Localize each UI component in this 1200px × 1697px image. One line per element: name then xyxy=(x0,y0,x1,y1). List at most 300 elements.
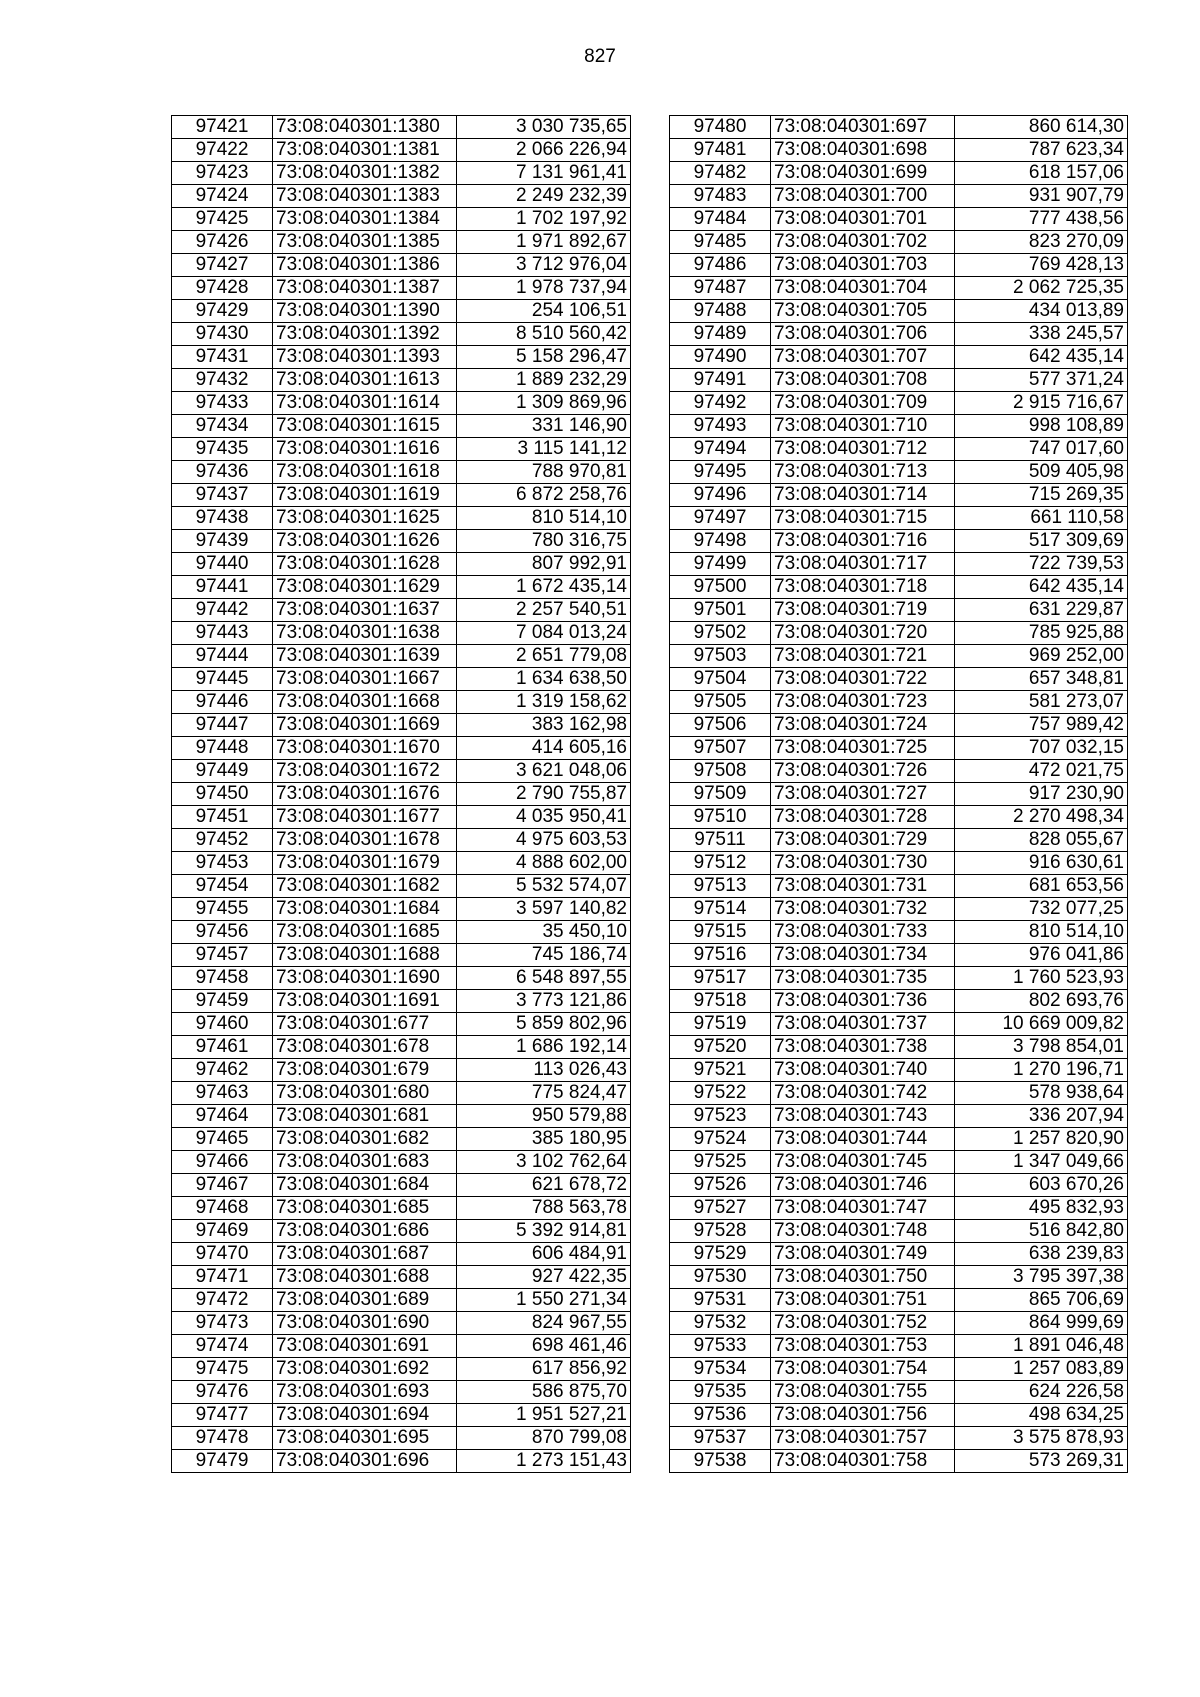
row-number-cell: 97479 xyxy=(172,1450,273,1473)
table-row xyxy=(670,852,1128,875)
value-cell: 810 514,10 xyxy=(457,507,631,530)
cadastral-number-cell: 73:08:040301:754 xyxy=(771,1358,955,1381)
table-row xyxy=(670,599,1128,622)
value-cell: 931 907,79 xyxy=(955,185,1128,208)
value-cell: 747 017,60 xyxy=(955,438,1128,461)
page-number: 827 xyxy=(584,46,616,67)
row-number-cell: 97497 xyxy=(670,507,771,530)
cadastral-number-cell: 73:08:040301:748 xyxy=(771,1220,955,1243)
value-cell: 757 989,42 xyxy=(955,714,1128,737)
value-cell: 578 938,64 xyxy=(955,1082,1128,1105)
row-number-cell: 97502 xyxy=(670,622,771,645)
value-cell: 917 230,90 xyxy=(955,783,1128,806)
table-row xyxy=(172,1128,631,1151)
row-number-cell: 97454 xyxy=(172,875,273,898)
row-number-cell: 97467 xyxy=(172,1174,273,1197)
table-row xyxy=(172,898,631,921)
value-cell: 3 712 976,04 xyxy=(457,254,631,277)
row-number-cell: 97504 xyxy=(670,668,771,691)
row-number-cell: 97481 xyxy=(670,139,771,162)
row-number-cell: 97521 xyxy=(670,1059,771,1082)
row-number-cell: 97475 xyxy=(172,1358,273,1381)
row-number-cell: 97450 xyxy=(172,783,273,806)
table-row xyxy=(172,1427,631,1450)
value-cell: 1 634 638,50 xyxy=(457,668,631,691)
value-cell: 2 651 779,08 xyxy=(457,645,631,668)
value-cell: 860 614,30 xyxy=(955,116,1128,139)
cadastral-number-cell: 73:08:040301:1672 xyxy=(273,760,457,783)
table-row xyxy=(670,300,1128,323)
cadastral-number-cell: 73:08:040301:1613 xyxy=(273,369,457,392)
table-row xyxy=(670,1128,1128,1151)
cadastral-number-cell: 73:08:040301:755 xyxy=(771,1381,955,1404)
cadastral-number-cell: 73:08:040301:703 xyxy=(771,254,955,277)
row-number-cell: 97538 xyxy=(670,1450,771,1473)
row-number-cell: 97500 xyxy=(670,576,771,599)
cadastral-number-cell: 73:08:040301:1390 xyxy=(273,300,457,323)
row-number-cell: 97431 xyxy=(172,346,273,369)
table-row xyxy=(172,714,631,737)
value-cell: 336 207,94 xyxy=(955,1105,1128,1128)
row-number-cell: 97506 xyxy=(670,714,771,737)
cadastral-number-cell: 73:08:040301:1679 xyxy=(273,852,457,875)
value-cell: 1 702 197,92 xyxy=(457,208,631,231)
table-body-left xyxy=(172,116,631,1473)
value-cell: 769 428,13 xyxy=(955,254,1128,277)
value-cell: 1 978 737,94 xyxy=(457,277,631,300)
data-table-right xyxy=(669,115,1128,1473)
cadastral-number-cell: 73:08:040301:691 xyxy=(273,1335,457,1358)
cadastral-number-cell: 73:08:040301:735 xyxy=(771,967,955,990)
cadastral-number-cell: 73:08:040301:705 xyxy=(771,300,955,323)
cadastral-number-cell: 73:08:040301:1382 xyxy=(273,162,457,185)
row-number-cell: 97522 xyxy=(670,1082,771,1105)
row-number-cell: 97427 xyxy=(172,254,273,277)
row-number-cell: 97536 xyxy=(670,1404,771,1427)
value-cell: 638 239,83 xyxy=(955,1243,1128,1266)
table-row xyxy=(172,1036,631,1059)
table-row xyxy=(670,1151,1128,1174)
row-number-cell: 97503 xyxy=(670,645,771,668)
row-number-cell: 97451 xyxy=(172,806,273,829)
row-number-cell: 97440 xyxy=(172,553,273,576)
value-cell: 1 347 049,66 xyxy=(955,1151,1128,1174)
table-row xyxy=(670,1197,1128,1220)
table-row xyxy=(670,875,1128,898)
table-row xyxy=(670,1220,1128,1243)
cadastral-number-cell: 73:08:040301:753 xyxy=(771,1335,955,1358)
cadastral-number-cell: 73:08:040301:732 xyxy=(771,898,955,921)
value-cell: 824 967,55 xyxy=(457,1312,631,1335)
table-row xyxy=(172,484,631,507)
table-row xyxy=(172,530,631,553)
table-row xyxy=(670,921,1128,944)
value-cell: 707 032,15 xyxy=(955,737,1128,760)
value-cell: 573 269,31 xyxy=(955,1450,1128,1473)
table-row xyxy=(670,392,1128,415)
table-row xyxy=(172,783,631,806)
table-row xyxy=(670,1450,1128,1473)
table-row xyxy=(670,346,1128,369)
row-number-cell: 97477 xyxy=(172,1404,273,1427)
cadastral-number-cell: 73:08:040301:1618 xyxy=(273,461,457,484)
row-number-cell: 97462 xyxy=(172,1059,273,1082)
cadastral-number-cell: 73:08:040301:1639 xyxy=(273,645,457,668)
row-number-cell: 97470 xyxy=(172,1243,273,1266)
row-number-cell: 97489 xyxy=(670,323,771,346)
value-cell: 3 102 762,64 xyxy=(457,1151,631,1174)
value-cell: 4 035 950,41 xyxy=(457,806,631,829)
table-row xyxy=(172,1082,631,1105)
row-number-cell: 97529 xyxy=(670,1243,771,1266)
row-number-cell: 97537 xyxy=(670,1427,771,1450)
cadastral-number-cell: 73:08:040301:1691 xyxy=(273,990,457,1013)
cadastral-number-cell: 73:08:040301:725 xyxy=(771,737,955,760)
row-number-cell: 97426 xyxy=(172,231,273,254)
table-row xyxy=(670,1036,1128,1059)
table-row xyxy=(172,576,631,599)
value-cell: 3 795 397,38 xyxy=(955,1266,1128,1289)
row-number-cell: 97491 xyxy=(670,369,771,392)
row-number-cell: 97533 xyxy=(670,1335,771,1358)
row-number-cell: 97505 xyxy=(670,691,771,714)
value-cell: 657 348,81 xyxy=(955,668,1128,691)
value-cell: 6 548 897,55 xyxy=(457,967,631,990)
table-row xyxy=(172,254,631,277)
table-row xyxy=(670,553,1128,576)
cadastral-number-cell: 73:08:040301:708 xyxy=(771,369,955,392)
value-cell: 10 669 009,82 xyxy=(955,1013,1128,1036)
row-number-cell: 97527 xyxy=(670,1197,771,1220)
cadastral-number-cell: 73:08:040301:752 xyxy=(771,1312,955,1335)
row-number-cell: 97486 xyxy=(670,254,771,277)
table-row xyxy=(670,990,1128,1013)
value-cell: 969 252,00 xyxy=(955,645,1128,668)
cadastral-number-cell: 73:08:040301:686 xyxy=(273,1220,457,1243)
cadastral-number-cell: 73:08:040301:724 xyxy=(771,714,955,737)
cadastral-number-cell: 73:08:040301:1668 xyxy=(273,691,457,714)
row-number-cell: 97421 xyxy=(172,116,273,139)
row-number-cell: 97490 xyxy=(670,346,771,369)
row-number-cell: 97459 xyxy=(172,990,273,1013)
value-cell: 331 146,90 xyxy=(457,415,631,438)
value-cell: 1 550 271,34 xyxy=(457,1289,631,1312)
table-row xyxy=(670,944,1128,967)
table-row xyxy=(670,668,1128,691)
cadastral-number-cell: 73:08:040301:1685 xyxy=(273,921,457,944)
row-number-cell: 97485 xyxy=(670,231,771,254)
value-cell: 998 108,89 xyxy=(955,415,1128,438)
row-number-cell: 97423 xyxy=(172,162,273,185)
table-row xyxy=(172,1013,631,1036)
value-cell: 642 435,14 xyxy=(955,346,1128,369)
value-cell: 383 162,98 xyxy=(457,714,631,737)
table-row xyxy=(172,1243,631,1266)
row-number-cell: 97517 xyxy=(670,967,771,990)
table-row xyxy=(172,1358,631,1381)
table-row xyxy=(172,1266,631,1289)
table-row xyxy=(670,898,1128,921)
table-row xyxy=(670,139,1128,162)
table-row xyxy=(172,1220,631,1243)
value-cell: 780 316,75 xyxy=(457,530,631,553)
table-row xyxy=(670,737,1128,760)
value-cell: 4 975 603,53 xyxy=(457,829,631,852)
cadastral-number-cell: 73:08:040301:682 xyxy=(273,1128,457,1151)
table-row xyxy=(172,553,631,576)
value-cell: 1 273 151,43 xyxy=(457,1450,631,1473)
value-cell: 509 405,98 xyxy=(955,461,1128,484)
cadastral-number-cell: 73:08:040301:712 xyxy=(771,438,955,461)
table-row xyxy=(172,737,631,760)
row-number-cell: 97473 xyxy=(172,1312,273,1335)
row-number-cell: 97488 xyxy=(670,300,771,323)
table-row xyxy=(670,1082,1128,1105)
cadastral-number-cell: 73:08:040301:1637 xyxy=(273,599,457,622)
cadastral-number-cell: 73:08:040301:700 xyxy=(771,185,955,208)
table-row xyxy=(670,231,1128,254)
value-cell: 621 678,72 xyxy=(457,1174,631,1197)
value-cell: 715 269,35 xyxy=(955,484,1128,507)
cadastral-number-cell: 73:08:040301:1381 xyxy=(273,139,457,162)
table-row xyxy=(172,369,631,392)
cadastral-number-cell: 73:08:040301:678 xyxy=(273,1036,457,1059)
value-cell: 606 484,91 xyxy=(457,1243,631,1266)
value-cell: 950 579,88 xyxy=(457,1105,631,1128)
value-cell: 2 062 725,35 xyxy=(955,277,1128,300)
row-number-cell: 97465 xyxy=(172,1128,273,1151)
cadastral-number-cell: 73:08:040301:744 xyxy=(771,1128,955,1151)
cadastral-number-cell: 73:08:040301:743 xyxy=(771,1105,955,1128)
row-number-cell: 97445 xyxy=(172,668,273,691)
cadastral-number-cell: 73:08:040301:742 xyxy=(771,1082,955,1105)
row-number-cell: 97516 xyxy=(670,944,771,967)
table-row xyxy=(670,829,1128,852)
value-cell: 472 021,75 xyxy=(955,760,1128,783)
value-cell: 810 514,10 xyxy=(955,921,1128,944)
cadastral-number-cell: 73:08:040301:696 xyxy=(273,1450,457,1473)
cadastral-number-cell: 73:08:040301:727 xyxy=(771,783,955,806)
value-cell: 3 621 048,06 xyxy=(457,760,631,783)
table-row xyxy=(670,622,1128,645)
table-row xyxy=(172,1105,631,1128)
table-row xyxy=(172,921,631,944)
row-number-cell: 97428 xyxy=(172,277,273,300)
cadastral-number-cell: 73:08:040301:745 xyxy=(771,1151,955,1174)
row-number-cell: 97422 xyxy=(172,139,273,162)
cadastral-number-cell: 73:08:040301:689 xyxy=(273,1289,457,1312)
row-number-cell: 97520 xyxy=(670,1036,771,1059)
table-row xyxy=(670,1312,1128,1335)
cadastral-number-cell: 73:08:040301:729 xyxy=(771,829,955,852)
row-number-cell: 97510 xyxy=(670,806,771,829)
row-number-cell: 97478 xyxy=(172,1427,273,1450)
cadastral-number-cell: 73:08:040301:1386 xyxy=(273,254,457,277)
table-row xyxy=(670,254,1128,277)
cadastral-number-cell: 73:08:040301:702 xyxy=(771,231,955,254)
cadastral-number-cell: 73:08:040301:723 xyxy=(771,691,955,714)
cadastral-number-cell: 73:08:040301:1625 xyxy=(273,507,457,530)
table-row xyxy=(172,300,631,323)
value-cell: 2 257 540,51 xyxy=(457,599,631,622)
cadastral-number-cell: 73:08:040301:692 xyxy=(273,1358,457,1381)
table-row xyxy=(670,760,1128,783)
table-row xyxy=(172,461,631,484)
row-number-cell: 97464 xyxy=(172,1105,273,1128)
value-cell: 642 435,14 xyxy=(955,576,1128,599)
value-cell: 1 309 869,96 xyxy=(457,392,631,415)
cadastral-number-cell: 73:08:040301:1684 xyxy=(273,898,457,921)
value-cell: 1 889 232,29 xyxy=(457,369,631,392)
row-number-cell: 97456 xyxy=(172,921,273,944)
row-number-cell: 97437 xyxy=(172,484,273,507)
value-cell: 722 739,53 xyxy=(955,553,1128,576)
row-number-cell: 97469 xyxy=(172,1220,273,1243)
table-row xyxy=(172,691,631,714)
table-row xyxy=(172,507,631,530)
value-cell: 385 180,95 xyxy=(457,1128,631,1151)
value-cell: 681 653,56 xyxy=(955,875,1128,898)
value-cell: 517 309,69 xyxy=(955,530,1128,553)
value-cell: 2 270 498,34 xyxy=(955,806,1128,829)
table-row xyxy=(670,369,1128,392)
table-row xyxy=(670,162,1128,185)
value-cell: 976 041,86 xyxy=(955,944,1128,967)
cadastral-number-cell: 73:08:040301:1629 xyxy=(273,576,457,599)
table-row xyxy=(172,185,631,208)
value-cell: 8 510 560,42 xyxy=(457,323,631,346)
cadastral-number-cell: 73:08:040301:1670 xyxy=(273,737,457,760)
table-row xyxy=(670,691,1128,714)
value-cell: 661 110,58 xyxy=(955,507,1128,530)
value-cell: 113 026,43 xyxy=(457,1059,631,1082)
table-row xyxy=(172,438,631,461)
row-number-cell: 97518 xyxy=(670,990,771,1013)
value-cell: 3 030 735,65 xyxy=(457,116,631,139)
value-cell: 581 273,07 xyxy=(955,691,1128,714)
value-cell: 2 790 755,87 xyxy=(457,783,631,806)
row-number-cell: 97519 xyxy=(670,1013,771,1036)
cadastral-number-cell: 73:08:040301:721 xyxy=(771,645,955,668)
cadastral-number-cell: 73:08:040301:719 xyxy=(771,599,955,622)
table-row xyxy=(670,1013,1128,1036)
row-number-cell: 97460 xyxy=(172,1013,273,1036)
table-row xyxy=(172,277,631,300)
table-row xyxy=(670,1358,1128,1381)
cadastral-number-cell: 73:08:040301:715 xyxy=(771,507,955,530)
cadastral-number-cell: 73:08:040301:722 xyxy=(771,668,955,691)
row-number-cell: 97515 xyxy=(670,921,771,944)
value-cell: 788 970,81 xyxy=(457,461,631,484)
row-number-cell: 97457 xyxy=(172,944,273,967)
table-row xyxy=(172,415,631,438)
row-number-cell: 97447 xyxy=(172,714,273,737)
table-row xyxy=(172,1381,631,1404)
cadastral-number-cell: 73:08:040301:750 xyxy=(771,1266,955,1289)
table-row xyxy=(172,990,631,1013)
value-cell: 7 084 013,24 xyxy=(457,622,631,645)
table-row xyxy=(670,530,1128,553)
table-row xyxy=(670,576,1128,599)
table-row xyxy=(670,1105,1128,1128)
table-row xyxy=(670,1059,1128,1082)
value-cell: 2 249 232,39 xyxy=(457,185,631,208)
table-row xyxy=(670,714,1128,737)
table-row xyxy=(670,484,1128,507)
value-cell: 631 229,87 xyxy=(955,599,1128,622)
cadastral-number-cell: 73:08:040301:687 xyxy=(273,1243,457,1266)
value-cell: 338 245,57 xyxy=(955,323,1128,346)
cadastral-number-cell: 73:08:040301:1393 xyxy=(273,346,457,369)
row-number-cell: 97507 xyxy=(670,737,771,760)
table-row xyxy=(670,967,1128,990)
row-number-cell: 97525 xyxy=(670,1151,771,1174)
row-number-cell: 97523 xyxy=(670,1105,771,1128)
table-row xyxy=(670,1289,1128,1312)
row-number-cell: 97493 xyxy=(670,415,771,438)
value-cell: 3 773 121,86 xyxy=(457,990,631,1013)
row-number-cell: 97441 xyxy=(172,576,273,599)
value-cell: 1 319 158,62 xyxy=(457,691,631,714)
table-row xyxy=(670,1335,1128,1358)
row-number-cell: 97461 xyxy=(172,1036,273,1059)
value-cell: 865 706,69 xyxy=(955,1289,1128,1312)
cadastral-number-cell: 73:08:040301:1384 xyxy=(273,208,457,231)
table-row xyxy=(172,1312,631,1335)
row-number-cell: 97446 xyxy=(172,691,273,714)
row-number-cell: 97458 xyxy=(172,967,273,990)
row-number-cell: 97452 xyxy=(172,829,273,852)
table-row xyxy=(670,415,1128,438)
value-cell: 7 131 961,41 xyxy=(457,162,631,185)
row-number-cell: 97496 xyxy=(670,484,771,507)
table-row xyxy=(172,346,631,369)
cadastral-number-cell: 73:08:040301:684 xyxy=(273,1174,457,1197)
cadastral-number-cell: 73:08:040301:1383 xyxy=(273,185,457,208)
row-number-cell: 97424 xyxy=(172,185,273,208)
row-number-cell: 97442 xyxy=(172,599,273,622)
cadastral-number-cell: 73:08:040301:693 xyxy=(273,1381,457,1404)
row-number-cell: 97468 xyxy=(172,1197,273,1220)
row-number-cell: 97501 xyxy=(670,599,771,622)
table-row xyxy=(670,185,1128,208)
table-row xyxy=(670,461,1128,484)
value-cell: 498 634,25 xyxy=(955,1404,1128,1427)
table-row xyxy=(172,599,631,622)
value-cell: 927 422,35 xyxy=(457,1266,631,1289)
cadastral-number-cell: 73:08:040301:728 xyxy=(771,806,955,829)
value-cell: 1 971 892,67 xyxy=(457,231,631,254)
table-row xyxy=(172,231,631,254)
cadastral-number-cell: 73:08:040301:751 xyxy=(771,1289,955,1312)
row-number-cell: 97476 xyxy=(172,1381,273,1404)
value-cell: 618 157,06 xyxy=(955,162,1128,185)
table-row xyxy=(172,139,631,162)
value-cell: 745 186,74 xyxy=(457,944,631,967)
row-number-cell: 97494 xyxy=(670,438,771,461)
row-number-cell: 97448 xyxy=(172,737,273,760)
value-cell: 2 915 716,67 xyxy=(955,392,1128,415)
row-number-cell: 97531 xyxy=(670,1289,771,1312)
cadastral-number-cell: 73:08:040301:1615 xyxy=(273,415,457,438)
table-row xyxy=(172,1404,631,1427)
value-cell: 788 563,78 xyxy=(457,1197,631,1220)
row-number-cell: 97435 xyxy=(172,438,273,461)
row-number-cell: 97472 xyxy=(172,1289,273,1312)
table-row xyxy=(172,622,631,645)
cadastral-number-cell: 73:08:040301:1392 xyxy=(273,323,457,346)
value-cell: 698 461,46 xyxy=(457,1335,631,1358)
